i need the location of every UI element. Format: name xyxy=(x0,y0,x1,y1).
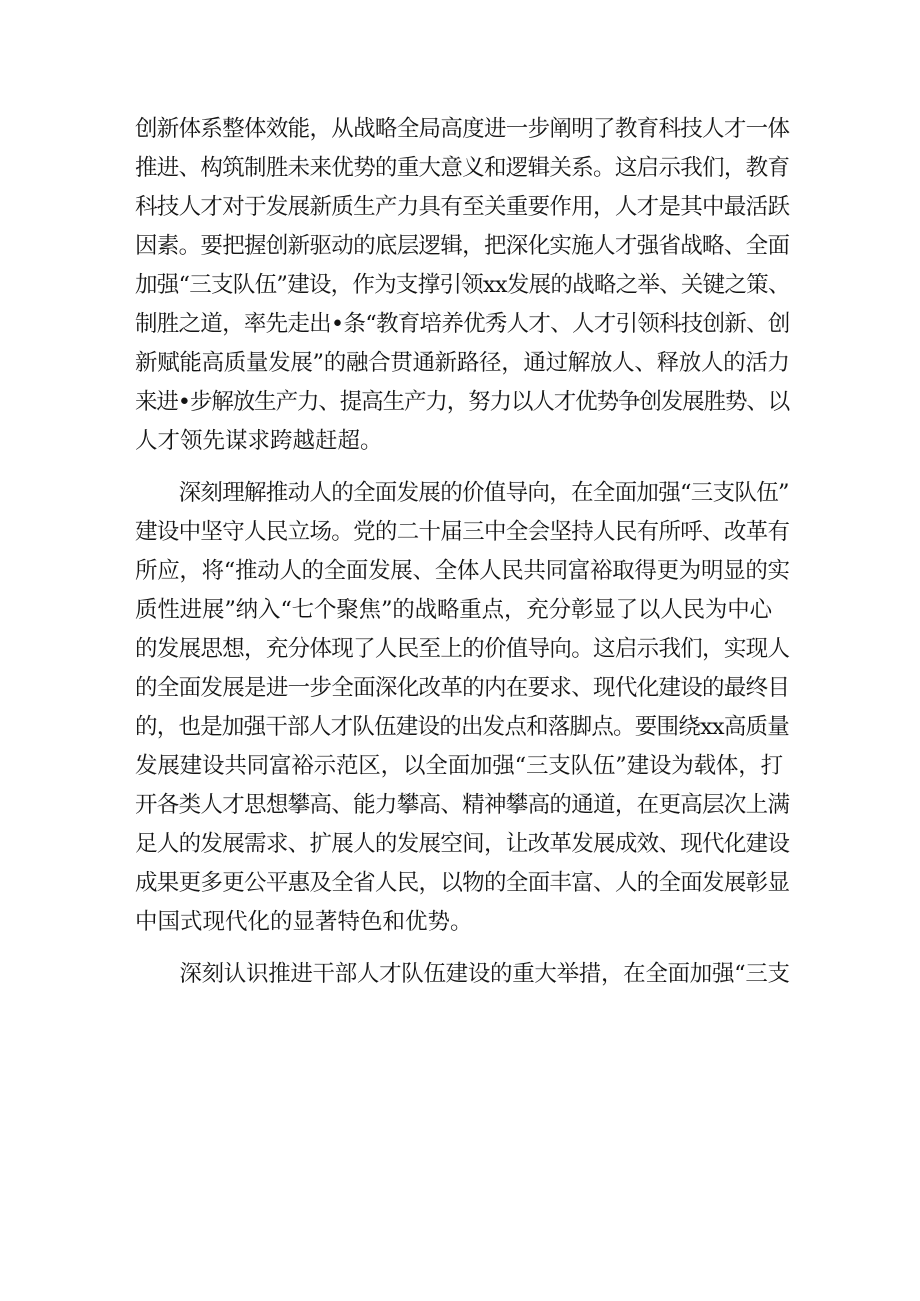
text-line: 推进、构筑制胜未来优势的重大意义和逻辑关系。这启示我们，教育 xyxy=(135,155,790,181)
text-line: 深刻认识推进干部人才队伍建设的重大举措，在全面加强“三支 xyxy=(135,961,790,987)
text-line: 来进•步解放生产力、提高生产力，努力以人才优势争创发展胜势、以 xyxy=(135,389,790,415)
text-line: 人才领先谋求跨越赶超。 xyxy=(135,428,383,454)
paragraph-gap xyxy=(135,942,795,955)
text-line: 加强“三支队伍”建设，作为支撑引领xx发展的战略之举、关键之策、 xyxy=(135,272,790,298)
text-line: 成果更多更公平惠及全省人民，以物的全面丰富、人的全面发展彰显 xyxy=(135,870,790,896)
text-line: 因素。要把握创新驱动的底层逻辑，把深化实施人才强省战略、全面 xyxy=(135,233,790,259)
text-line: 质性进展”纳入“七个聚焦”的战略重点，充分彰显了以人民为中心 xyxy=(135,597,772,623)
text-line: 建设中坚守人民立场。党的二十届三中全会坚持人民有所呼、改革有 xyxy=(135,519,790,545)
text-line: 发展建设共同富裕示范区，以全面加强“三支队伍”建设为载体，打 xyxy=(135,753,783,779)
text-line: 的全面发展是进一步全面深化改革的内在要求、现代化建设的最终目 xyxy=(135,675,790,701)
text-line: 足人的发展需求、扩展人的发展空间，让改革发展成效、现代化建设 xyxy=(135,831,790,857)
paragraph xyxy=(135,955,795,994)
paragraph-gap xyxy=(135,461,795,474)
text-line: 的发展思想，充分体现了人民至上的价值导向。这启示我们，实现人 xyxy=(135,636,790,662)
body-text xyxy=(135,110,795,994)
text-line: 创新体系整体效能，从战略全局高度进一步阐明了教育科技人才一体 xyxy=(135,116,790,142)
text-line: 开各类人才思想攀高、能力攀高、精神攀高的通道，在更高层次上满 xyxy=(135,792,790,818)
text-line: 中国式现代化的显著特色和优势。 xyxy=(135,909,473,935)
text-line: 所应，将“推动人的全面发展、全体人民共同富裕取得更为明显的实 xyxy=(135,558,790,584)
text-line: 的，也是加强干部人才队伍建设的出发点和落脚点。要围绕xx高质量 xyxy=(135,714,790,740)
text-line: 新赋能高质量发展”的融合贯通新路径，通过解放人、释放人的活力 xyxy=(135,350,790,376)
text-line: 科技人才对于发展新质生产力具有至关重要作用，人才是其中最活跃 xyxy=(135,194,790,220)
paragraph xyxy=(135,110,795,461)
text-line: 制胜之道，率先走出•条“教育培养优秀人才、人才引领科技创新、创 xyxy=(135,311,790,337)
text-line: 深刻理解推动人的全面发展的价值导向，在全面加强“三支队伍” xyxy=(135,480,789,506)
paragraph xyxy=(135,474,795,942)
